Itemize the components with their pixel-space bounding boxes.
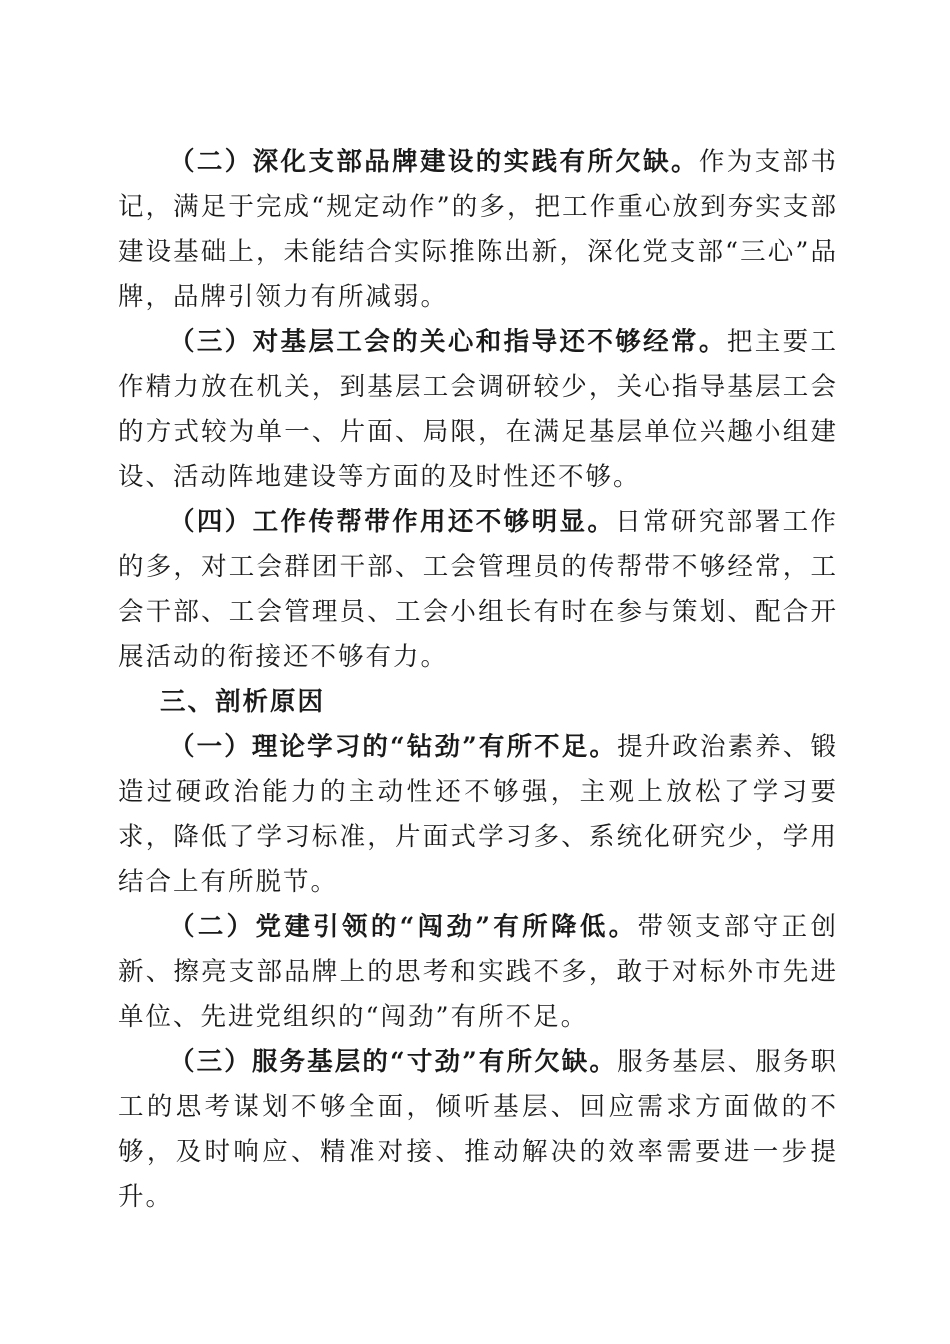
- paragraph-serving-grassroots: [118, 1040, 838, 1220]
- paragraph-body: 带领支部守正创新、擦亮支部品牌上的思考和实践不多，敢于对标外市先进单位、先进党组织的“闯劲”有所不足。: [118, 912, 838, 1032]
- section-title-analysis: 三、剖析原因: [160, 687, 326, 717]
- paragraph-body: 日常研究部署工作的多，对工会群团干部、工会管理员的传帮带不够经常，工会干部、工会管理员、工会小组长有时在参与策划、配合开展活动的衔接还不够有力。: [118, 507, 838, 672]
- paragraph-heading: （三）服务基层的“寸劲”有所欠缺。: [169, 1047, 618, 1077]
- paragraph-body: 把主要工作精力放在机关，到基层工会调研较少，关心指导基层工会的方式较为单一、片面、局限，在满足基层单位兴趣小组建设、活动阵地建设等方面的及时性还不够。: [118, 327, 838, 492]
- paragraph-theory-study: [118, 725, 838, 905]
- paragraph-heading: （二）深化支部品牌建设的实践有所欠缺。: [169, 147, 699, 177]
- paragraph-heading: （四）工作传帮带作用还不够明显。: [169, 507, 616, 537]
- paragraph-body: 提升政治素养、锻造过硬政治能力的主动性还不够强，主观上放松了学习要求，降低了学习标准，片面式学习多、系统化研究少，学用结合上有所脱节。: [118, 732, 838, 897]
- paragraph-party-leadership: [118, 905, 838, 1040]
- paragraph-body: 服务基层、服务职工的思考谋划不够全面，倾听基层、回应需求方面做的不够，及时响应、精准对接、推动解决的效率需要进一步提升。: [118, 1047, 838, 1212]
- paragraph-branch-brand: [118, 140, 838, 320]
- paragraph-mentoring: [118, 500, 838, 680]
- paragraph-heading: （二）党建引领的“闯劲”有所降低。: [169, 912, 638, 942]
- paragraph-grassroots-union: [118, 320, 838, 500]
- paragraph-heading: （一）理论学习的“钻劲”有所不足。: [169, 732, 618, 762]
- paragraph-heading: （三）对基层工会的关心和指导还不够经常。: [169, 327, 727, 357]
- paragraph-body: 作为支部书记，满足于完成“规定动作”的多，把工作重心放到夯实支部建设基础上，未能结合实际推陈出新，深化党支部“三心”品牌，品牌引领力有所减弱。: [118, 147, 838, 312]
